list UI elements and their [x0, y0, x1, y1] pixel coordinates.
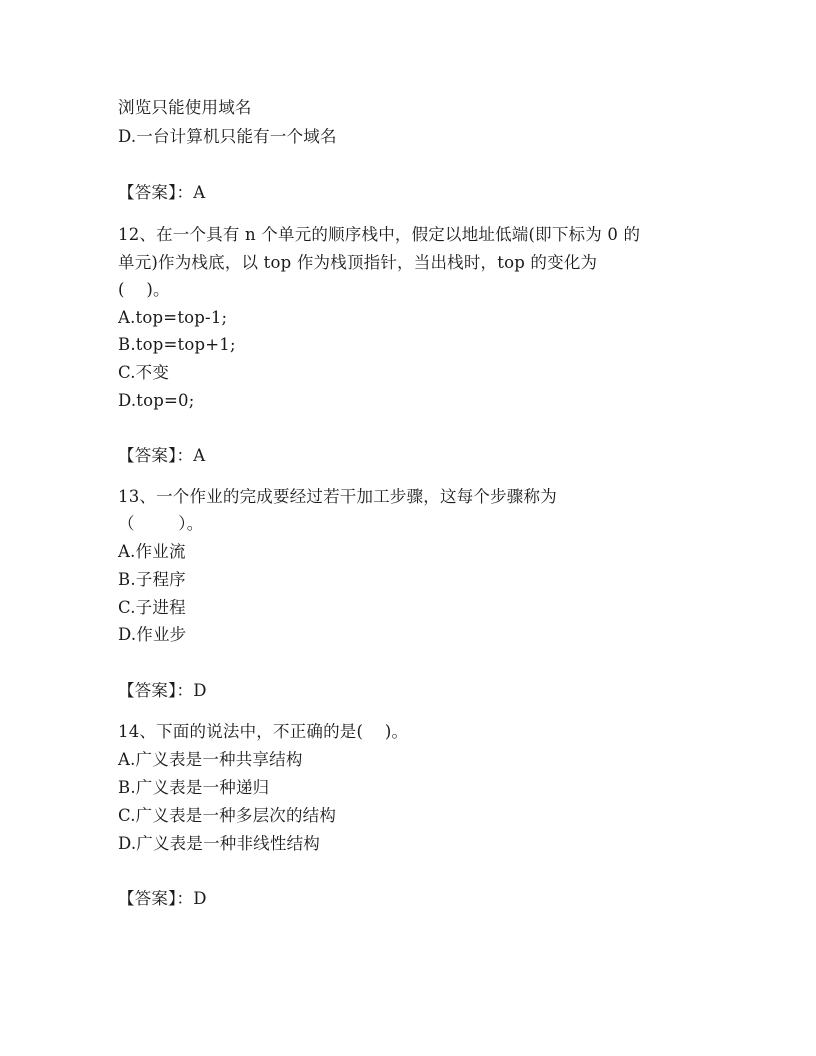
question-12-line-2: 单元)作为栈底，以 top 作为栈顶指针，当出栈时，top 的变化为	[118, 253, 598, 272]
answer-13: 【答案】：D	[118, 681, 207, 700]
option-d: D.一台计算机只能有一个域名	[118, 127, 337, 146]
question-13-option-a: A.作业流	[118, 542, 186, 561]
question-12-option-c: C.不变	[118, 363, 170, 382]
question-14-option-d: D.广义表是一种非线性结构	[118, 834, 320, 853]
question-14: 14、下面的说法中，不正确的是( )。	[118, 722, 409, 741]
question-14-option-a: A.广义表是一种共享结构	[118, 750, 303, 769]
option-c-continued: 浏览只能使用域名	[118, 98, 252, 117]
question-13-line-1: 13、一个作业的完成要经过若干加工步骤，这每个步骤称为	[118, 487, 557, 506]
question-12-option-a: A.top=top-1;	[118, 308, 228, 327]
question-14-option-c: C.广义表是一种多层次的结构	[118, 806, 337, 825]
question-13-option-b: B.子程序	[118, 570, 186, 589]
question-13-option-c: C.子进程	[118, 598, 186, 617]
question-12-option-b: B.top=top+1;	[118, 335, 236, 354]
question-13-option-d: D.作业步	[118, 625, 187, 644]
answer-12: 【答案】：A	[118, 446, 206, 465]
question-13-line-2: （ ）。	[118, 514, 204, 533]
answer-11: 【答案】：A	[118, 183, 206, 202]
question-14-option-b: B.广义表是一种递归	[118, 778, 270, 797]
question-12-line-3: ( )。	[118, 280, 170, 299]
question-12-option-d: D.top=0;	[118, 391, 195, 410]
answer-14: 【答案】：D	[118, 889, 207, 908]
question-12-line-1: 12、在一个具有 n 个单元的顺序栈中，假定以地址低端(即下标为 0 的	[118, 225, 641, 244]
